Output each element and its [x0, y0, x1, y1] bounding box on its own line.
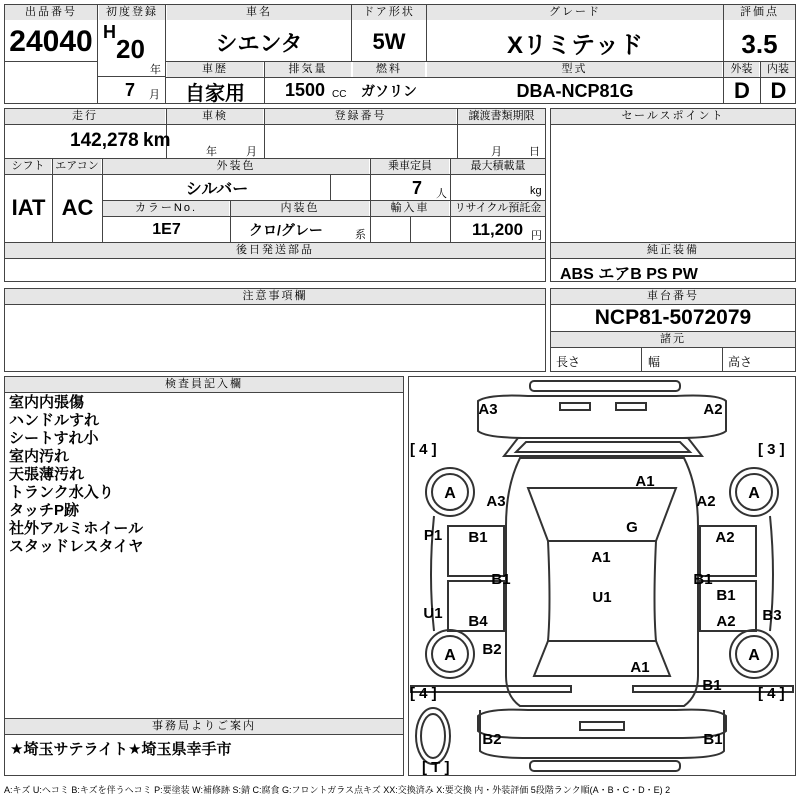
damage-mark: A3: [486, 493, 506, 510]
car-name-label: 車名: [167, 5, 351, 20]
damage-mark: A2: [703, 401, 723, 418]
fuel-label: 燃料: [353, 62, 425, 77]
car-name-value: シエンタ: [215, 30, 303, 56]
car-diagram: [408, 376, 796, 776]
remark-item: 室内汚れ: [9, 448, 70, 465]
remark-item: シートすれ小: [9, 430, 99, 447]
history-label: 車歴: [167, 62, 263, 77]
tire-mark: A: [444, 485, 456, 502]
sales-point-label: セールスポイント: [551, 109, 795, 124]
first-reg-year: 20: [116, 34, 145, 64]
grade-value: Xリミテッド: [506, 31, 643, 59]
spare-mark: [ T ]: [422, 759, 450, 776]
damage-mark: B1: [702, 677, 722, 694]
score-value: 3.5: [741, 28, 778, 59]
tread-rl: [ 4 ]: [410, 685, 437, 702]
int-color-label: 内装色: [231, 201, 369, 216]
damage-mark: A3: [478, 401, 498, 418]
mileage-value: 142,278: [70, 130, 139, 151]
yen-unit: 円: [531, 230, 542, 242]
ext-color-value: シルバー: [185, 181, 249, 198]
exterior-value: D: [734, 78, 750, 103]
fuel-value: ガソリン: [361, 83, 417, 99]
year-unit: 年: [150, 64, 161, 76]
damage-mark: G: [626, 519, 638, 536]
exterior-label: 外装: [724, 62, 759, 77]
damage-mark: A2: [716, 613, 736, 630]
damage-mark: A2: [696, 493, 716, 510]
door-type-value: 5W: [372, 29, 406, 54]
kei-unit: 系: [355, 229, 366, 241]
damage-mark: B1: [716, 587, 736, 604]
remark-item: ハンドルすれ: [9, 412, 100, 429]
recycle-label: リサイクル預託金: [451, 201, 545, 216]
era-value: H: [103, 22, 116, 42]
office-note: ★埼玉サテライト★埼玉県幸手市: [10, 741, 232, 758]
aircon-label: エアコン: [53, 159, 101, 174]
damage-mark: A1: [635, 473, 655, 490]
width-label: 幅: [648, 355, 661, 369]
remark-item: タッチP跡: [9, 502, 80, 519]
lot-no-label: 出品番号: [5, 5, 97, 20]
grade-label: グレード: [427, 5, 723, 20]
remark-item: スタッドレスタイヤ: [9, 538, 144, 555]
inspection-label: 車検: [167, 109, 263, 124]
import-label: 輸入車: [371, 201, 449, 216]
inspector-label: 検査員記入欄: [5, 377, 403, 392]
capacity-label: 乗車定員: [371, 159, 449, 174]
remarks-list: [9, 394, 143, 556]
history-value: 自家用: [185, 82, 245, 105]
month-unit: 月: [149, 89, 160, 101]
int-color-value: クロ/グレー: [249, 221, 323, 238]
damage-mark: B1: [468, 529, 488, 546]
door-type-label: ドア形状: [352, 5, 426, 20]
cc-unit: CC: [332, 89, 347, 100]
length-label: 長さ: [556, 355, 581, 369]
inspection-month-unit: 月: [246, 146, 257, 158]
damage-mark: B3: [762, 607, 782, 624]
displacement-value: 1500: [285, 80, 326, 100]
tread-rr: [ 4 ]: [758, 685, 785, 702]
damage-mark: U1: [423, 605, 443, 622]
deadline-month-unit: 月: [491, 146, 502, 158]
persons-unit: 人: [436, 188, 447, 200]
km-unit: km: [143, 130, 171, 151]
damage-mark: B1: [693, 571, 713, 588]
chassis-value: NCP81-5072079: [594, 306, 752, 329]
damage-mark: B1: [703, 731, 723, 748]
recycle-value: 11,200: [472, 220, 524, 239]
genuine-equip-label: 純正装備: [551, 243, 795, 258]
tire-mark: A: [748, 647, 760, 664]
model-label: 型式: [427, 62, 722, 77]
damage-mark: B2: [482, 731, 502, 748]
remark-item: 室内内張傷: [9, 394, 85, 411]
first-reg-month: 7: [125, 80, 136, 100]
inspection-year-unit: 年: [206, 146, 217, 158]
model-value: DBA-NCP81G: [516, 80, 634, 101]
interior-value: D: [770, 78, 787, 103]
lot-no-value: 24040: [9, 25, 93, 58]
kg-unit: kg: [530, 185, 542, 197]
score-label: 評価点: [724, 5, 795, 20]
damage-mark: P1: [423, 527, 443, 544]
specs-label: 諸元: [551, 332, 795, 347]
damage-mark: A2: [715, 529, 735, 546]
capacity-value: 7: [412, 178, 423, 198]
transfer-deadline-label: 譲渡書類期限: [458, 109, 545, 124]
notes-label: 注意事項欄: [5, 289, 545, 304]
tire-mark: A: [748, 485, 760, 502]
damage-mark: B2: [482, 641, 502, 658]
damage-mark: U1: [592, 589, 612, 606]
chassis-label: 車台番号: [551, 289, 795, 304]
aircon-value: AC: [61, 195, 94, 220]
tread-fl: [ 4 ]: [410, 441, 437, 458]
shift-label: シフト: [5, 159, 51, 174]
color-no-value: 1E7: [152, 220, 181, 238]
max-load-label: 最大積載量: [451, 159, 545, 174]
color-no-label: カラーNo.: [103, 201, 229, 216]
remark-item: 社外アルミホイール: [9, 520, 144, 537]
remark-item: トランク水入り: [9, 484, 114, 501]
shift-value: IAT: [11, 195, 46, 220]
deadline-day-unit: 日: [529, 146, 540, 158]
damage-mark: A1: [591, 549, 611, 566]
height-label: 高さ: [728, 355, 753, 369]
damage-mark: B1: [491, 571, 511, 588]
ext-color-label: 外装色: [103, 159, 369, 174]
displacement-label: 排気量: [265, 62, 351, 77]
legend: A:キズ U:ヘコミ B:キズを伴うヘコミ P:要塗装 W:補修跡 S:錆 C:腐食 G:フロントガラス点キズ XX:交換済み X:要交換 内・外装評価 5段階ランク順(A・B・C・D・E) 2: [4, 785, 671, 795]
first-reg-label: 初度登録: [99, 5, 165, 20]
mileage-label: 走行: [5, 109, 165, 124]
genuine-equip-value: ABS エアB PS PW: [560, 266, 698, 283]
later-parts-label: 後日発送部品: [5, 243, 545, 258]
tread-fr: [ 3 ]: [758, 441, 785, 458]
damage-mark: B4: [468, 613, 488, 630]
damage-mark: A1: [630, 659, 650, 676]
remark-item: 天張薄汚れ: [9, 466, 85, 483]
interior-label: 内装: [761, 62, 795, 77]
office-label: 事務局よりご案内: [5, 719, 403, 734]
reg-no-label: 登録番号: [265, 109, 456, 124]
tire-mark: A: [444, 647, 456, 664]
